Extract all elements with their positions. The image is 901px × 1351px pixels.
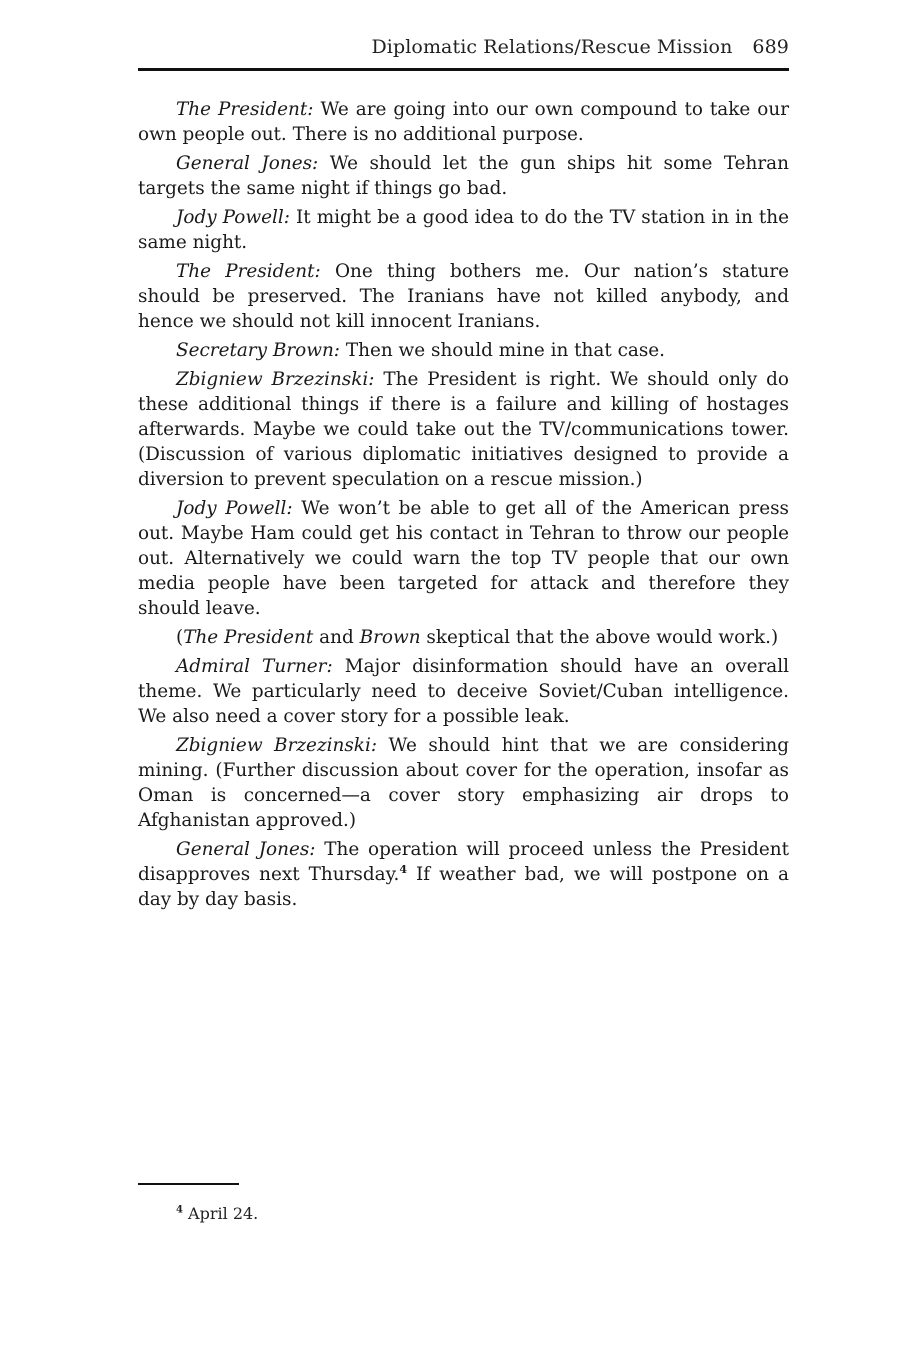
paragraph-skeptical [138, 625, 789, 650]
speaker: The President: [176, 99, 314, 120]
header-rule [138, 68, 789, 71]
statement: We should let the gun ships hit some Tehran targets the same night if things go bad. [138, 153, 789, 199]
speaker: Brown [359, 627, 421, 648]
speaker: Zbigniew Brzezinski: [176, 369, 375, 390]
speaker: Zbigniew Brzezinski: [176, 735, 378, 756]
statement: skeptical that the above would work.) [420, 627, 779, 648]
statement: We are going into our own compound to take our own people out. There is no additional purpose. [138, 99, 790, 145]
footnote-marker: 4 [176, 1204, 183, 1216]
page-number: 689 [752, 36, 789, 58]
speaker: Secretary Brown: [176, 340, 340, 361]
paragraph [138, 496, 789, 621]
speaker: General Jones: [176, 153, 319, 174]
statement: Major disinformation should have an overall theme. We particularly need to deceive Soviet/Cuban intelligence. We also need a cover story for a possible leak. [138, 656, 790, 727]
paragraph [138, 367, 789, 492]
conjunction: and [313, 627, 360, 648]
statement: We should hint that we are considering mining. (Further discussion about cover for the operation, insofar as Oman is concerned—a cover story emphasizing air drops to Afghanistan approved.) [138, 735, 790, 831]
paragraph [138, 338, 789, 363]
footnote-rule [138, 1183, 239, 1185]
paragraph [138, 97, 789, 147]
statement: The operation will proceed unless the President disapproves next Thursday. [138, 839, 789, 885]
footnote-ref[interactable]: 4 [399, 862, 408, 876]
running-head [138, 36, 789, 58]
speaker: The President [183, 627, 314, 648]
statement: If weather bad, we will postpone on a day by day basis. [138, 864, 789, 910]
paragraph [138, 837, 789, 912]
statement: It might be a good idea to do the TV station in in the same night. [138, 207, 789, 253]
footnote [176, 1204, 258, 1223]
footnote-text: April 24. [182, 1204, 259, 1223]
paragraph [138, 151, 789, 201]
running-title: Diplomatic Relations/Rescue Mission [371, 36, 733, 58]
statement: The President is right. We should only do these additional things if there is a failure and killing of hostages afterwards. Maybe we could take out the TV/communications tower. (Discussion of various diplomatic initiatives designed to provide a diversion to prevent speculation on a rescue mission.) [138, 369, 789, 490]
document-body [138, 97, 789, 916]
open-paren: ( [176, 627, 184, 648]
statement: We won’t be able to get all of the American press out. Maybe Ham could get his contact in Tehran to throw our people out. Alternatively we could warn the top TV people that our own media people have been targeted for attack and therefore they should leave. [138, 498, 789, 619]
paragraph [138, 654, 789, 729]
paragraph [138, 205, 789, 255]
speaker: Jody Powell: [176, 207, 290, 228]
statement: One thing bothers me. Our nation’s stature should be preserved. The Iranians have not killed anybody, and hence we should not kill innocent Iranians. [138, 261, 790, 332]
statement: Then we should mine in that case. [340, 340, 666, 361]
paragraph [138, 733, 789, 833]
speaker: Admiral Turner: [176, 656, 333, 677]
speaker: General Jones: [176, 839, 316, 860]
speaker: Jody Powell: [176, 498, 293, 519]
paragraph [138, 259, 789, 334]
speaker: The President: [176, 261, 321, 282]
